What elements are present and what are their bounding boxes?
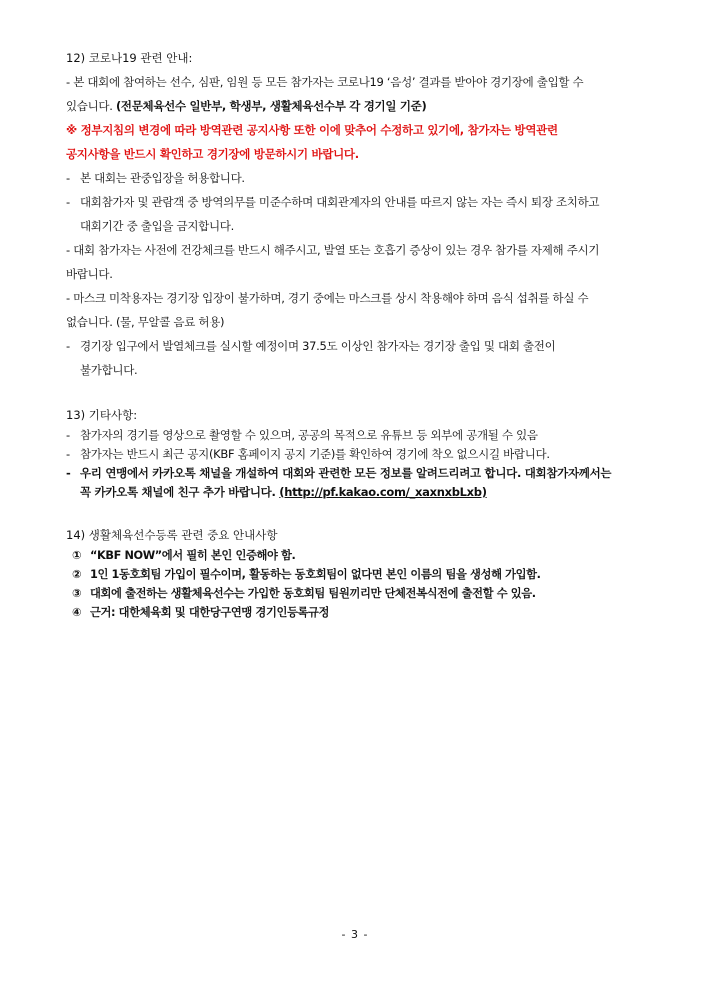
document-page [66,46,614,644]
covid-entry-paragraph [66,70,614,118]
kakao-channel-text: 우리 연맹에서 카카오톡 채널을 개설하여 대회와 관련한 모든 정보를 알려드리려고 합니다. 대회참가자께서는 꼭 카카오톡 채널에 친구 추가 바랍니다. [80,466,612,499]
covid-entry-criteria: (전문체육선수 일반부, 학생부, 생활체육선수부 각 경기일 기준) [115,99,427,113]
covid-bullet: - 대회 참가자는 사전에 건강체크를 반드시 해주시고, 발열 또는 호흡기 증상이 있는 경우 참가를 자제해 주시기 바랍니다. [66,243,600,281]
misc-bullet-kakao: - 우리 연맹에서 카카오톡 채널을 개설하여 대회와 관련한 모든 정보를 알려드리려고 합니다. 대회참가자께서는 꼭 카카오톡 채널에 친구 추가 바랍니다. (http://pf.kakao.com/_xaxnxbLxb) [66,466,612,499]
page-number: - 3 - [341,928,369,941]
misc-bullet: - 참가자는 반드시 최근 공지(KBF 홈페이지 공지 기준)를 확인하여 경기에 착오 없으시길 바랍니다. [66,447,550,461]
section-misc [66,404,614,502]
kakao-channel-link[interactable]: (http://pf.kakao.com/_xaxnxbLxb) [279,485,487,499]
covid-bullet: - 본 대회는 관중입장을 허용합니다. [66,171,245,185]
covid-bullet: - 마스크 미착용자는 경기장 입장이 불가하며, 경기 중에는 마스크를 상시 착용해야 하며 음식 섭취를 하실 수 없습니다. (물, 무알콜 음료 허용) [66,291,589,329]
section-heading-misc: 13) 기타사항: [66,408,138,422]
section-covid [66,46,614,382]
covid-bullet: - 대회참가자 및 관람객 중 방역의무를 미준수하며 대회관계자의 안내를 따르지 않는 자는 즉시 퇴장 조치하고 대회기간 중 출입을 금지합니다. [66,195,600,233]
registration-item: ③ 대회에 출전하는 생활체육선수는 가입한 동호회팀 팀원끼리만 단체전복식전에 출전할 수 있음. [72,587,536,600]
section-heading-covid: 12) 코로나19 관련 안내: [66,51,193,65]
section-registration [66,524,614,622]
misc-bullet: - 참가자의 경기를 영상으로 촬영할 수 있으며, 공공의 목적으로 유튜브 등 외부에 공개될 수 있음 [66,428,538,442]
covid-notice: ※ 정부지침의 변경에 따라 방역관련 공지사항 또한 이에 맞추어 수정하고 있기에, 참가자는 방역관련 공지사항을 반드시 확인하고 경기장에 방문하시기 바랍니다. [66,123,558,161]
registration-item: ① “KBF NOW”에서 필히 본인 인증해야 함. [72,549,296,562]
registration-item: ④ 근거: 대한체육회 및 대한당구연맹 경기인등록규정 [72,606,330,619]
section-heading-registration: 14) 생활체육선수등록 관련 중요 안내사항 [66,528,278,542]
covid-bullet: - 경기장 입구에서 발열체크를 실시할 예정이며 37.5도 이상인 참가자는 경기장 출입 및 대회 출전이 불가합니다. [66,339,556,377]
registration-item: ② 1인 1동호회팀 가입이 필수이며, 활동하는 동호회팀이 없다면 본인 이름의 팀을 생성해 가입함. [72,568,541,581]
covid-entry-text: - 본 대회에 참여하는 선수, 심판, 임원 등 모든 참가자는 코로나19 ‘음성’ 결과를 받아야 경기장에 출입할 수 있습니다. [66,75,584,113]
